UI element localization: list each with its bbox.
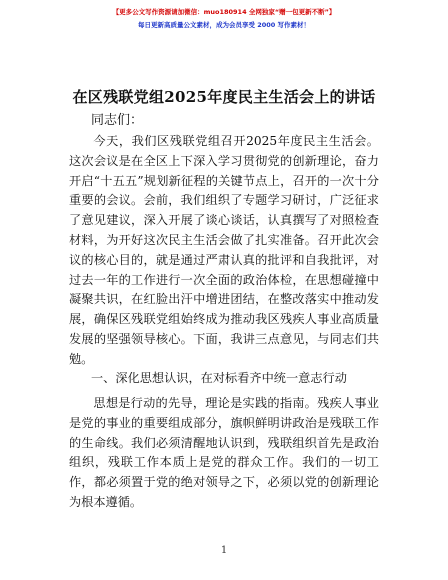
page-number: 1: [220, 545, 228, 556]
body-paragraph-2: 思想是行动的先导，理论是实践的指南。残疾人事业是党的事业的重要组成部分，旗帜鲜明讲政治是残联工作的生命线。我们必须清醒地认识到，残联组织首先是政治组织，残联工作本质上是党的群众工作。我们的一切工作，都必须置于党的绝对领导之下，必须以党的创新理论为根本遵循。: [69, 396, 379, 509]
body-paragraph-1: 今天，我们区残联党组召开2025年度民主生活会。这次会议是在全区上下深入学习贯彻党的创新理论，奋力开启“十五五”规划新征程的关键节点上，召开的一次十分重要的会议。会前，我们组织了专题学习研讨，广泛征求了意见建议，深入开展了谈心谈话，认真撰写了对照检查材料，为开好这次民主生活会做了扎实准备。召开此次会议的核心目的，就是通过严肃认真的批评和自我批评，对过去一年的工作进行一次全面的政治体检，在思想碰撞中凝聚共识，在红脸出汗中增进团结，在整改落实中推动发展，确保区残联党组始终成为推动我区残疾人事业高质量发展的坚强领导核心。下面，我讲三点意见，与同志们共勉。: [69, 134, 379, 366]
promo-banner-line-2: 每日更新高质量公文素材，成为会员享受 2000 写作素材！: [137, 21, 311, 29]
document-title: 在区残联党组2025年度民主生活会上的讲话: [72, 88, 376, 106]
salutation: 同志们：: [91, 113, 144, 128]
section-heading-1: 一、深化思想认识，在对标看齐中统一意志行动: [91, 371, 347, 385]
promo-banner-line-1: 【更多公文写作资源请加微信：muo180914 全网独家“赠一包更新不断”】: [112, 8, 336, 16]
